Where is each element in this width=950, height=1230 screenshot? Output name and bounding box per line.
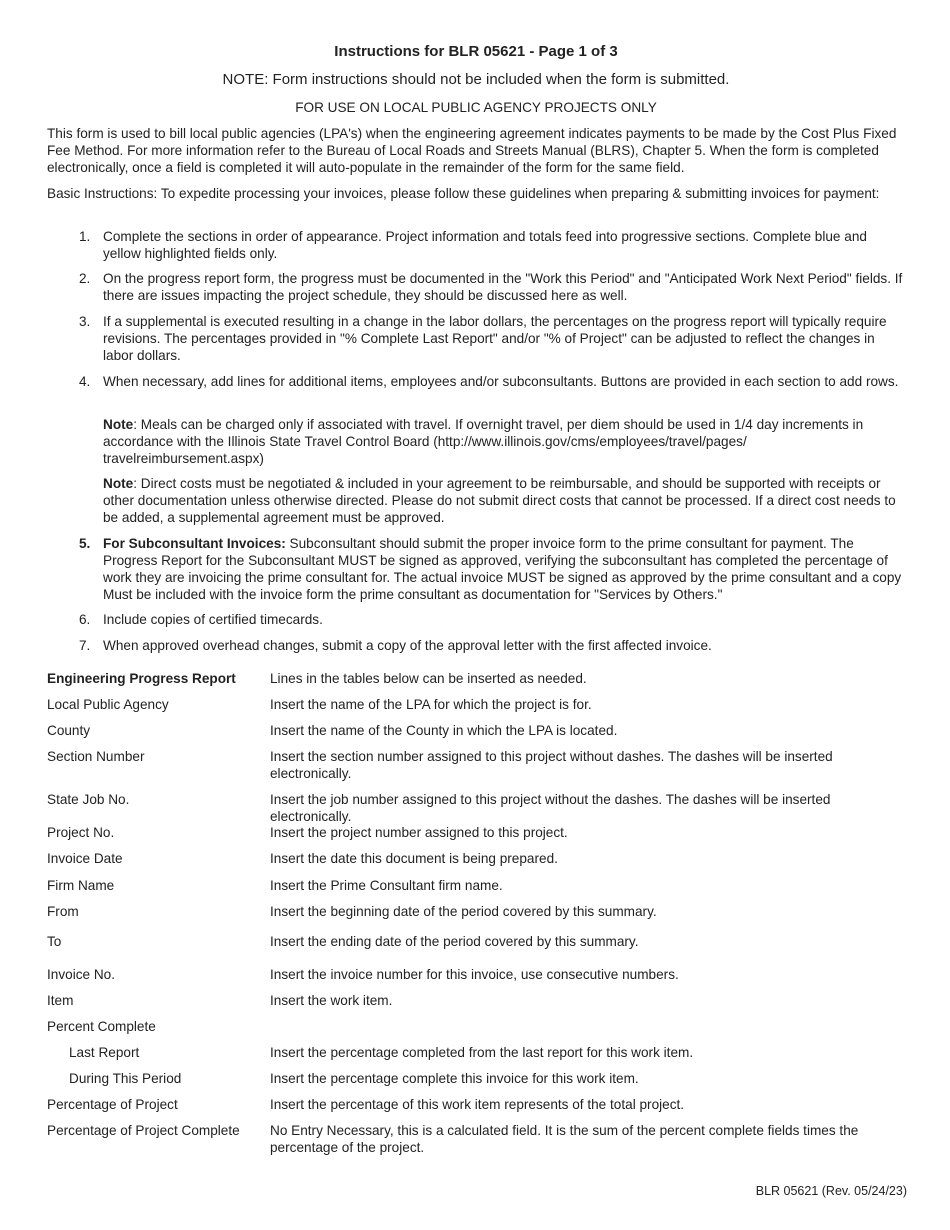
list-number: 3. xyxy=(79,314,91,329)
field-description: Insert the date this document is being prepared. xyxy=(270,851,558,866)
field-description: Insert the invoice number for this invoice, use consecutive numbers. xyxy=(270,967,679,982)
field-description: No Entry Necessary, this is a calculated field. It is the sum of the percent complete fields times the percentage of the project. xyxy=(270,1123,859,1155)
field-description: Insert the percentage of this work item represents of the total project. xyxy=(270,1097,685,1112)
field-description: Insert the beginning date of the period covered by this summary. xyxy=(270,904,657,919)
field-label: Invoice Date xyxy=(47,851,123,866)
list-number: 4. xyxy=(79,374,91,389)
field-description: Insert the section number assigned to this project without dashes. The dashes will be inserted electronically. xyxy=(270,749,833,781)
basic-instructions: Basic Instructions: To expedite processing your invoices, please follow these guidelines when preparing & submitting invoices for payment: xyxy=(47,186,880,201)
list-text: When approved overhead changes, submit a copy of the approval letter with the first affected invoice. xyxy=(103,638,712,653)
note-text: : Direct costs must be negotiated & included in your agreement to be reimbursable, and should be supported with receipts or other documentation unless otherwise directed. Please do not submit direct costs that cannot be processed. If a direct cost needs to be added, a supplemental agreement must be approved. xyxy=(103,476,896,525)
field-label: Item xyxy=(47,993,74,1008)
list-number: 7. xyxy=(79,638,91,653)
field-label: Percentage of Project Complete xyxy=(47,1123,240,1138)
list-number: 2. xyxy=(79,271,91,286)
form-revision-footer: BLR 05621 (Rev. 05/24/23) xyxy=(755,1184,907,1198)
field-label: Section Number xyxy=(47,749,145,764)
field-label: County xyxy=(47,723,91,738)
list-text: Include copies of certified timecards. xyxy=(103,612,323,627)
field-label: To xyxy=(47,934,62,949)
page-title: Instructions for BLR 05621 - Page 1 of 3 xyxy=(334,43,618,60)
note-text: : Meals can be charged only if associated with travel. If overnight travel, per diem should be used in 1/4 day increments in accordance with the Illinois State Travel Control Board (http://www.illinois.gov/cms/employees/travel/pages/ travelreimbursement.aspx) xyxy=(103,417,864,466)
for-use-notice: FOR USE ON LOCAL PUBLIC AGENCY PROJECTS ONLY xyxy=(295,100,657,115)
list-text: If a supplemental is executed resulting in a change in the labor dollars, the percentages on the progress report will typically require revisions. The percentages provided in "% Complete Last Report" and/or "% of Project" can be adjusted to reflect the changes in labor dollars. xyxy=(103,314,887,363)
field-label: Last Report xyxy=(69,1045,140,1060)
field-label: Engineering Progress Report xyxy=(47,671,236,686)
field-description: Insert the ending date of the period covered by this summary. xyxy=(270,934,639,949)
field-label: From xyxy=(47,904,79,919)
field-label: Firm Name xyxy=(47,878,115,893)
list-text: When necessary, add lines for additional items, employees and/or subconsultants. Buttons are provided in each section to add rows. xyxy=(103,374,899,389)
field-label: Percentage of Project xyxy=(47,1097,178,1112)
field-description: Insert the name of the LPA for which the project is for. xyxy=(270,697,592,712)
field-description: Insert the percentage complete this invoice for this work item. xyxy=(270,1071,639,1086)
field-description: Insert the job number assigned to this project without the dashes. The dashes will be inserted electronically. xyxy=(270,792,831,824)
field-description: Lines in the tables below can be inserted as needed. xyxy=(270,671,587,686)
field-label: Percent Complete xyxy=(47,1019,156,1034)
field-label: State Job No. xyxy=(47,792,130,807)
field-description: Insert the Prime Consultant firm name. xyxy=(270,878,503,893)
list-text: Complete the sections in order of appearance. Project information and totals feed into progressive sections. Complete blue and yellow highlighted fields only. xyxy=(103,229,867,261)
field-label: Project No. xyxy=(47,825,115,840)
list-number: 5. xyxy=(79,536,91,551)
meals-note xyxy=(103,416,907,467)
subconsultant-heading: For Subconsultant Invoices: xyxy=(103,536,286,551)
submission-note: NOTE: Form instructions should not be included when the form is submitted. xyxy=(222,71,730,88)
field-label: Local Public Agency xyxy=(47,697,169,712)
list-number: 1. xyxy=(79,229,91,244)
field-label: During This Period xyxy=(69,1071,182,1086)
field-description: Insert the name of the County in which the LPA is located. xyxy=(270,723,618,738)
list-text: On the progress report form, the progress must be documented in the "Work this Period" and "Anticipated Work Next Period" fields. If there are issues impacting the project schedule, they should be discussed here as well. xyxy=(103,271,903,303)
field-description: Insert the work item. xyxy=(270,993,393,1008)
list-number: 6. xyxy=(79,612,91,627)
subconsultant-text: Subconsultant should submit the proper invoice form to the prime consultant for payment. The Progress Report for the Subconsultant MUST be signed as approved, verifying the subconsultant has completed the percentage of work they are invoicing the prime consultant for. The actual invoice MUST be signed as approved by the prime consultant and a copy Must be included with the invoice form the prime consultant as documentation for "Services by Others." xyxy=(103,536,902,602)
intro-paragraph: This form is used to bill local public agencies (LPA's) when the engineering agreement indicates payments to be made by the Cost Plus Fixed Fee Method. For more information refer to the Bureau of Local Roads and Streets Manual (BLRS), Chapter 5. When the form is completed electronically, once a field is completed it will auto-populate in the remainder of the form for the same field. xyxy=(47,126,897,175)
field-description: Insert the project number assigned to this project. xyxy=(270,825,568,840)
field-description: Insert the percentage completed from the last report for this work item. xyxy=(270,1045,694,1060)
direct-costs-note xyxy=(103,475,907,526)
note-label: Note xyxy=(103,476,134,491)
list-text xyxy=(103,535,907,603)
note-label: Note xyxy=(103,417,134,432)
field-label: Invoice No. xyxy=(47,967,116,982)
